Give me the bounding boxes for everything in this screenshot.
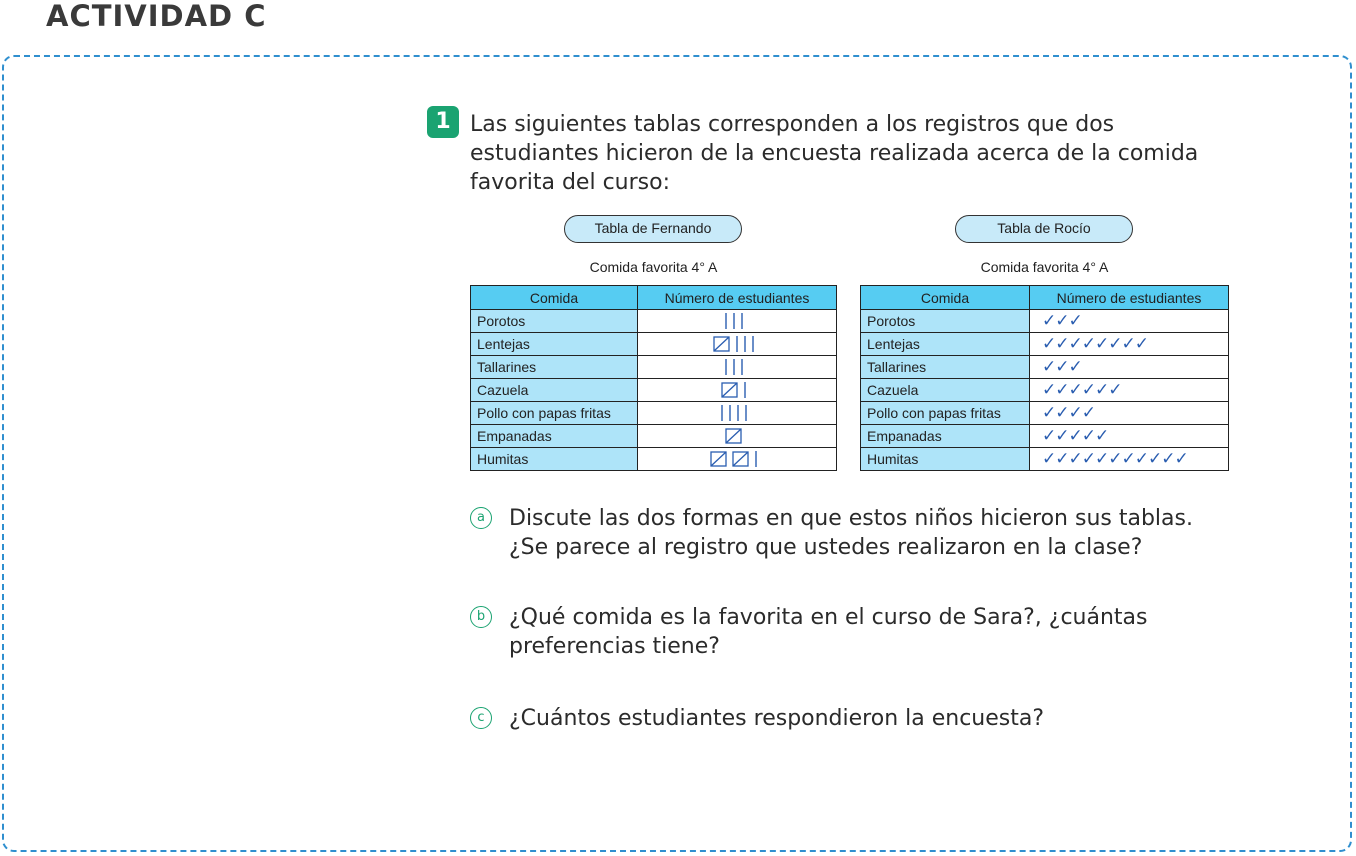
food-cell: Humitas (471, 448, 638, 471)
letter-c-icon: c (470, 707, 492, 729)
tally-marks-icon (724, 427, 750, 445)
table-row (861, 425, 1229, 448)
food-cell: Pollo con papas fritas (471, 402, 638, 425)
rocio-table-label: Tabla de Rocío (955, 215, 1133, 243)
checkmark-cell: ✓✓✓✓ (1030, 402, 1229, 425)
tally-marks-icon (723, 312, 751, 330)
tally-marks-icon (719, 404, 755, 422)
rocio-table-caption: Comida favorita 4° A (980, 259, 1109, 275)
checkmark-cell: ✓✓✓✓✓✓ (1030, 379, 1229, 402)
column-header-count: Número de estudiantes (638, 286, 837, 310)
food-cell: Cazuela (861, 379, 1030, 402)
food-cell: Cazuela (471, 379, 638, 402)
food-cell: Tallarines (861, 356, 1030, 379)
table-row (471, 333, 837, 356)
checkmark-cell: ✓✓✓✓✓ (1030, 425, 1229, 448)
column-header-food: Comida (471, 286, 638, 310)
tally-five-strike (733, 452, 748, 466)
table-row (861, 379, 1229, 402)
fernando-table-caption: Comida favorita 4° A (589, 259, 718, 275)
checkmark-cell: ✓✓✓ (1030, 310, 1229, 333)
tally-cell (638, 310, 837, 333)
fernando-table (470, 285, 837, 471)
letter-a-icon: a (470, 507, 492, 529)
food-cell: Pollo con papas fritas (861, 402, 1030, 425)
tally-cell (638, 379, 837, 402)
food-cell: Lentejas (471, 333, 638, 356)
question-number-badge: 1 (427, 106, 459, 138)
table-row (861, 448, 1229, 471)
tally-marks-icon (723, 358, 751, 376)
letter-b-icon: b (470, 606, 492, 628)
tally-cell (638, 356, 837, 379)
food-cell: Empanadas (861, 425, 1030, 448)
tally-cell (638, 425, 837, 448)
tally-marks-icon (720, 381, 754, 399)
subquestion-b (470, 603, 1230, 663)
food-cell: Lentejas (861, 333, 1030, 356)
subquestion-c-text: ¿Cuántos estudiantes respondieron la encuesta? (509, 706, 1045, 731)
checkmark-cell: ✓✓✓✓✓✓✓✓ (1030, 333, 1229, 356)
table-row (471, 425, 837, 448)
table-row (861, 333, 1229, 356)
rocio-table (860, 285, 1229, 471)
checkmark-cell: ✓✓✓✓✓✓✓✓✓✓✓ (1030, 448, 1229, 471)
food-cell: Empanadas (471, 425, 638, 448)
tally-five-strike (722, 383, 737, 397)
table-row (471, 448, 837, 471)
subquestion-b-text: ¿Qué comida es la favorita en el curso de Sara?, ¿cuántas preferencias tiene? (509, 605, 1148, 659)
tally-cell (638, 448, 837, 471)
tally-marks-icon (709, 450, 765, 468)
tally-five-strike (726, 429, 741, 443)
food-cell: Porotos (861, 310, 1030, 333)
fernando-table-label: Tabla de Fernando (564, 215, 742, 243)
tally-five-strike (714, 337, 729, 351)
food-cell: Tallarines (471, 356, 638, 379)
table-row (471, 356, 837, 379)
activity-title: ACTIVIDAD C (46, 0, 267, 33)
table-row (861, 356, 1229, 379)
column-header-food: Comida (861, 286, 1030, 310)
food-cell: Porotos (471, 310, 638, 333)
tally-cell (638, 402, 837, 425)
question-text: Las siguientes tablas corresponden a los registros que dos estudiantes hicieron de la encuesta realizada acerca de la comida favorita del curso: (470, 112, 1199, 195)
table-row (471, 402, 837, 425)
tally-five-strike (711, 452, 726, 466)
food-cell: Humitas (861, 448, 1030, 471)
column-header-count: Número de estudiantes (1030, 286, 1229, 310)
tally-marks-icon (712, 335, 762, 353)
subquestion-a-text: Discute las dos formas en que estos niños hicieron sus tablas. ¿Se parece al registro que ustedes realizaron en la clase? (509, 506, 1193, 560)
table-row (471, 310, 837, 333)
subquestion-a (470, 504, 1230, 564)
subquestion-c (470, 704, 1230, 736)
table-row (861, 310, 1229, 333)
checkmark-cell: ✓✓✓ (1030, 356, 1229, 379)
table-row (471, 379, 837, 402)
tally-cell (638, 333, 837, 356)
table-row (861, 402, 1229, 425)
